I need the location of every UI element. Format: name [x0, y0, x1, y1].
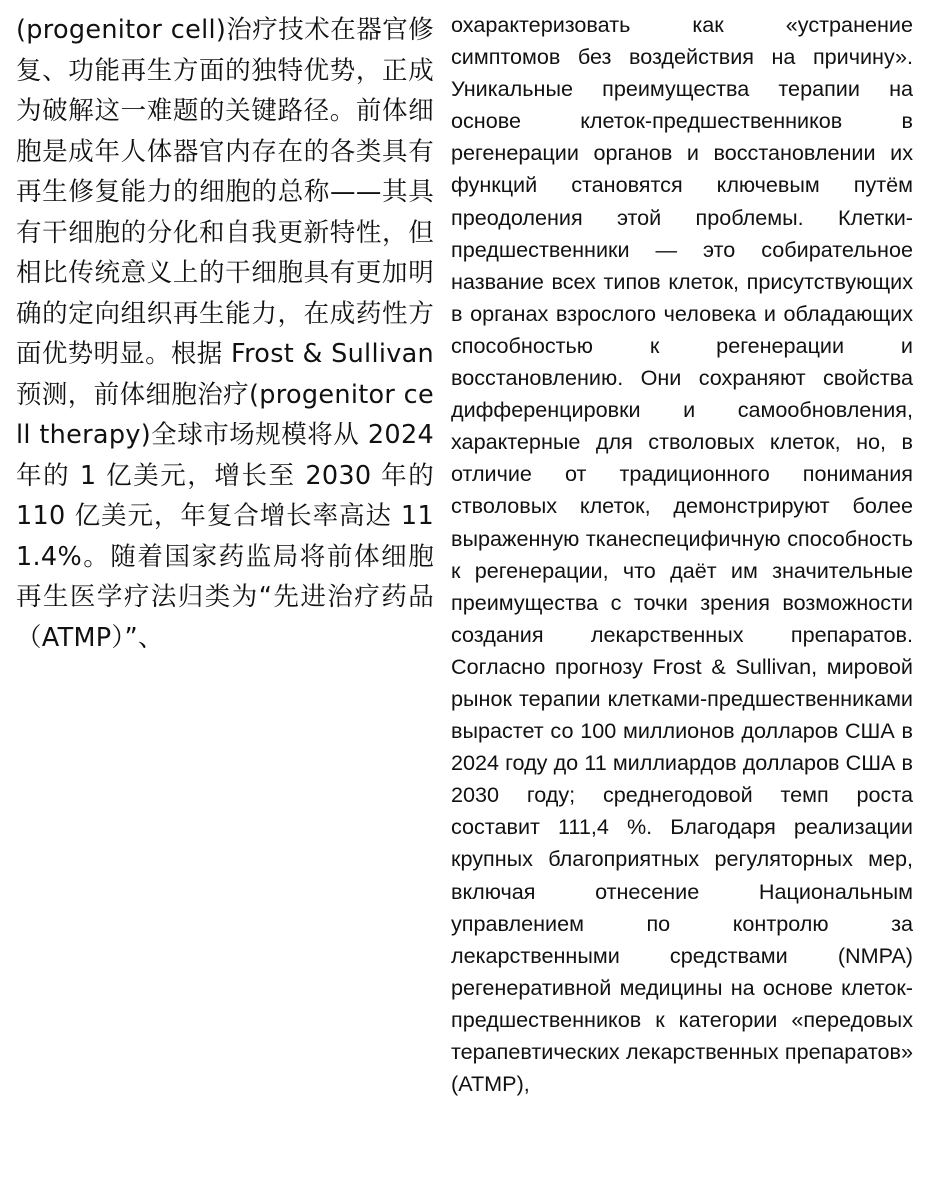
chinese-text-column — [16, 10, 434, 658]
chinese-paragraph: (progenitor cell)治疗技术在器官修复、功能再生方面的独特优势，正成为破解这一难题的关键路径。前体细胞是成年人体器官内存在的各类具有再生修复能力的细胞的总称——其具有干细胞的分化和自我更新特性，但相比传统意义上的干细胞具有更加明确的定向组织再生能力，在成药性方面优势明显。根据 Frost & Sullivan 预测，前体细胞治疗(progenitor cell therapy)全球市场规模将从 2024 年的 1 亿美元，增长至 2030 年的 110 亿美元，年复合增长率高达 111.4%。随着国家药监局将前体细胞再生医学疗法归类为“先进治疗药品（ATMP）”、 — [16, 15, 434, 653]
russian-text-column — [451, 9, 913, 1100]
russian-paragraph: охарактеризовать как «устранение симптомов без воздействия на причину». Уникальные преимущества терапии на основе клеток-предшественников в регенерации органов и восстановлении их функций становятся ключевым путём преодоления этой проблемы. Клетки-предшественники — это собирательное название всех типов клеток, присутствующих в органах взрослого человека и обладающих способностью к регенерации и восстановлению. Они сохраняют свойства дифференцировки и самообновления, характерные для стволовых клеток, но, в отличие от традиционного понимания стволовых клеток, демонстрируют более выраженную тканеспецифичную способность к регенерации, что даёт им значительные преимущества с точки зрения возможности создания лекарственных препаратов. Согласно прогнозу Frost & Sullivan, мировой рынок терапии клетками-предшественниками вырастет со 100 миллионов долларов США в 2024 году до 11 миллиардов долларов США в 2030 году; среднегодовой темп роста составит 111,4 %. Благодаря реализации крупных благоприятных регуляторных мер, включая отнесение Национальным управлением по контролю за лекарственными средствами (NMPA) регенеративной медицины на основе клеток-предшественников к категории «передовых терапевтических лекарственных препаратов» (ATMP), — [451, 12, 913, 1097]
